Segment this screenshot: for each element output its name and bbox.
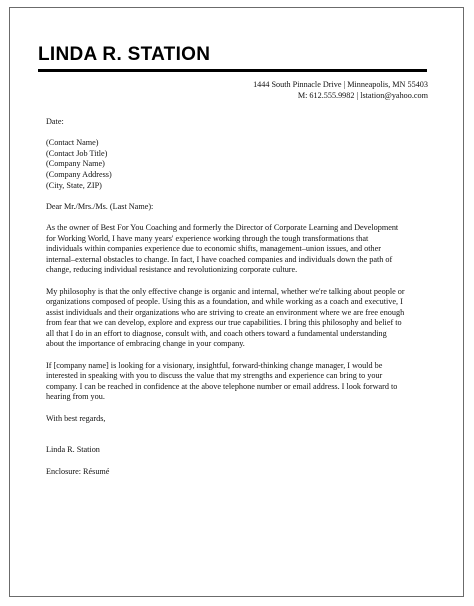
paragraph-line: internal–external obstacles to change. In fact, I have coached companies and individuals down the path of — [46, 254, 393, 264]
paragraph-closing — [46, 361, 430, 403]
paragraph-line: company. I can be reached in confidence at the above telephone number or email address. I look forward to — [46, 381, 398, 391]
sender-name: LINDA R. STATION — [38, 44, 211, 65]
salutation: Dear Mr./Mrs./Ms. (Last Name): — [46, 201, 154, 211]
paragraph-line: My philosophy is that the only effective change is organic and internal, whether we're talking about people or — [46, 286, 405, 296]
closing-line: With best regards, — [46, 413, 106, 423]
letter-body — [46, 117, 430, 477]
contact-block — [253, 79, 428, 101]
header-rule — [38, 69, 427, 72]
paragraph-line: interested in speaking with you to discuss the value that my strengths and experience can bring to your — [46, 371, 383, 381]
recipient-line: (Company Address) — [46, 169, 112, 179]
paragraph-intro — [46, 223, 430, 276]
paragraph-line: As the owner of Best For You Coaching and formerly the Director of Corporate Learning and Development — [46, 222, 399, 232]
contact-address: 1444 South Pinnacle Drive | Minneapolis, MN 55403 — [253, 80, 428, 89]
paragraph-line: about the importance of embracing change in your company. — [46, 339, 245, 349]
paragraph-line: organizations composed of people. Using this as a foundation, and while working as a coach and executive, I — [46, 297, 403, 307]
paragraph-line: assist individuals and their organizations who are striving to create an environment where we are free enough — [46, 307, 405, 317]
recipient-line: (City, State, ZIP) — [46, 180, 102, 190]
signature-name: Linda R. Station — [46, 445, 100, 455]
enclosure-line: Enclosure: Résumé — [46, 466, 110, 476]
recipient-line: (Contact Name) — [46, 138, 99, 148]
paragraph-line: for Working World, I have many years' experience working through the tough transformations that — [46, 233, 369, 243]
paragraph-line: individuals within companies experience due to economic shifts, management–union issues, and other — [46, 244, 381, 254]
recipient-block — [46, 138, 430, 191]
paragraph-philosophy — [46, 287, 430, 351]
paragraph-line: from fear that we can develop, explore and express our true capabilities. I bring this philosophy and belief to — [46, 318, 402, 328]
contact-phone-email: M: 612.555.9982 | lstation@yahoo.com — [297, 91, 428, 100]
paragraph-line: If [company name] is looking for a visionary, insightful, forward-thinking change manager, I would be — [46, 360, 383, 370]
paragraph-line: hearing from you. — [46, 392, 105, 402]
paragraph-line: change, reducing individual resistance and revolutionizing corporate culture. — [46, 265, 298, 275]
paragraph-line: all that I do in an effort to diagnose, consult with, and coach others toward a fundamental understanding — [46, 328, 387, 338]
recipient-line: (Company Name) — [46, 159, 105, 169]
recipient-line: (Contact Job Title) — [46, 148, 108, 158]
date-line: Date: — [46, 117, 64, 126]
